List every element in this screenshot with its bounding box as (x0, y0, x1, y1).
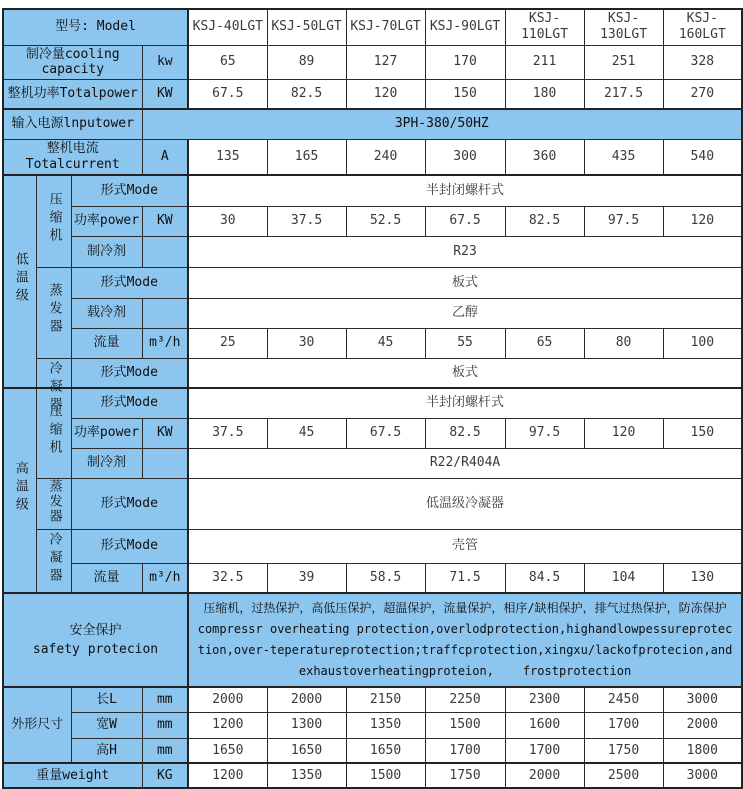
subsection-label-lt-condenser (36, 358, 71, 415)
dimension-width-row (3, 712, 742, 738)
safety-row (3, 593, 742, 687)
value-cell: 300 (425, 139, 505, 175)
value-cell: 82.5 (425, 418, 505, 448)
model-row (3, 9, 742, 45)
merged-value-cell: 板式 (188, 267, 742, 298)
value-cell: 89 (267, 45, 346, 79)
row-label: 流量 (71, 563, 142, 593)
value-cell: 1700 (505, 738, 584, 763)
ht-compressor-power-row (3, 418, 742, 448)
value-cell: 150 (663, 418, 742, 448)
ht-flow-row (3, 563, 742, 593)
value-cell: 127 (346, 45, 425, 79)
merged-value-cell: 乙醇 (188, 298, 742, 328)
value-cell: 30 (267, 328, 346, 358)
merged-value-cell: 低温级冷凝器 (188, 478, 742, 529)
value-cell: 1750 (425, 763, 505, 788)
row-label: 制冷剂 (71, 448, 142, 478)
value-cell: 2250 (425, 687, 505, 712)
model-name-cell: KSJ-160LGT (663, 9, 742, 45)
unit-cell: m³/h (142, 563, 188, 593)
value-cell: 165 (267, 139, 346, 175)
section-label-text: 低温级 (12, 252, 28, 307)
value-cell: 84.5 (505, 563, 584, 593)
value-cell: 25 (188, 328, 267, 358)
row-label: 形式Mode (71, 358, 188, 388)
model-name-cell: KSJ-90LGT (425, 9, 505, 45)
value-cell: 135 (188, 139, 267, 175)
lt-condenser-mode-row (3, 358, 742, 388)
merged-value-cell: 半封闭螺杆式 (188, 175, 742, 206)
subsection-label-text: 冷凝器 (46, 360, 62, 415)
lt-compressor-mode-row (3, 175, 742, 206)
lt-coolant-row (3, 298, 742, 328)
value-cell: 2000 (663, 712, 742, 738)
value-cell: 37.5 (267, 206, 346, 236)
value-cell: 2150 (346, 687, 425, 712)
ht-compressor-mode-row (3, 388, 742, 418)
row-label: 载冷剂 (71, 298, 142, 328)
row-label: 输入电源lnputower (3, 109, 142, 139)
value-cell: 1650 (267, 738, 346, 763)
value-cell: 37.5 (188, 418, 267, 448)
ht-evaporator-mode-row (3, 478, 742, 529)
unit-cell-empty (142, 236, 188, 267)
chiller-spec-table (2, 8, 743, 789)
row-label: 长L (71, 687, 142, 712)
value-cell: 540 (663, 139, 742, 175)
value-cell: 104 (584, 563, 663, 593)
safety-text-cell: 压缩机，过热保护，高低压保护，超温保护，流量保护，相序/缺相保护，排气过热保护，防冻保护 compressr overheating protection,overlodprotection,highandlowpessureprotection,over-teperatureprotection;traffcprotection,xingxu/lackofprotecion,andexhaustoverheatingproteion, frostprotection (188, 593, 742, 687)
unit-cell: mm (142, 687, 188, 712)
merged-value-cell: 半封闭螺杆式 (188, 388, 742, 418)
value-cell: 251 (584, 45, 663, 79)
value-cell: 1350 (267, 763, 346, 788)
row-label: 流量 (71, 328, 142, 358)
value-cell: 150 (425, 79, 505, 109)
model-name-cell: KSJ-40LGT (188, 9, 267, 45)
dimension-height-row (3, 738, 742, 763)
value-cell: 100 (663, 328, 742, 358)
unit-cell: mm (142, 712, 188, 738)
safety-label-cn: 安全保护 (69, 622, 122, 638)
input-power-value-cell: 3PH-380/50HZ (142, 109, 742, 139)
model-header-cell: 型号: Model (3, 9, 188, 45)
row-label: 形式Mode (71, 388, 188, 418)
unit-cell: KG (142, 763, 188, 788)
total-current-row (3, 139, 742, 175)
value-cell: 2300 (505, 687, 584, 712)
value-cell: 32.5 (188, 563, 267, 593)
ht-refrigerant-row (3, 448, 742, 478)
row-label: 制冷量cooling capacity (3, 45, 142, 79)
value-cell: 1650 (188, 738, 267, 763)
value-cell: 1650 (346, 738, 425, 763)
unit-cell: m³/h (142, 328, 188, 358)
total-power-row (3, 79, 742, 109)
value-cell: 1500 (425, 712, 505, 738)
merged-value-cell: 壳管 (188, 529, 742, 563)
cooling-capacity-row (3, 45, 742, 79)
subsection-label-lt-evaporator (36, 267, 71, 358)
row-label: 整机功率Totalpower (3, 79, 142, 109)
value-cell: 67.5 (346, 418, 425, 448)
row-label: 形式Mode (71, 478, 188, 529)
subsection-label-ht-condenser (36, 529, 71, 593)
subsection-label-text: 压缩机 (46, 403, 62, 458)
subsection-label-text: 冷凝器 (46, 531, 62, 586)
lt-evaporator-mode-row (3, 267, 742, 298)
dimensions-label-cell: 外形尺寸 (3, 687, 71, 763)
value-cell: 30 (188, 206, 267, 236)
unit-cell: kw (142, 45, 188, 79)
dimension-length-row (3, 687, 742, 712)
row-label: 形式Mode (71, 175, 188, 206)
value-cell: 3000 (663, 763, 742, 788)
section-label-high-temp (3, 388, 36, 593)
value-cell: 2500 (584, 763, 663, 788)
value-cell: 2000 (267, 687, 346, 712)
value-cell: 39 (267, 563, 346, 593)
subsection-label-text: 蒸发器 (46, 478, 62, 524)
subsection-label-text: 蒸发器 (46, 283, 62, 338)
subsection-label-lt-compressor (36, 175, 71, 267)
value-cell: 1200 (188, 712, 267, 738)
input-power-row (3, 109, 742, 139)
value-cell: 55 (425, 328, 505, 358)
value-cell: 1750 (584, 738, 663, 763)
weight-row (3, 763, 742, 788)
model-name-cell: KSJ-130LGT (584, 9, 663, 45)
value-cell: 211 (505, 45, 584, 79)
value-cell: 97.5 (584, 206, 663, 236)
value-cell: 2000 (505, 763, 584, 788)
safety-label-en: safety protecion (32, 642, 159, 658)
section-label-low-temp (3, 175, 36, 388)
value-cell: 1700 (584, 712, 663, 738)
value-cell: 170 (425, 45, 505, 79)
unit-cell-empty (142, 298, 188, 328)
value-cell: 52.5 (346, 206, 425, 236)
value-cell: 217.5 (584, 79, 663, 109)
merged-value-cell: R23 (188, 236, 742, 267)
lt-refrigerant-row (3, 236, 742, 267)
section-label-text: 高温级 (12, 461, 28, 516)
value-cell: 82.5 (505, 206, 584, 236)
value-cell: 1300 (267, 712, 346, 738)
value-cell: 80 (584, 328, 663, 358)
value-cell: 82.5 (267, 79, 346, 109)
value-cell: 1350 (346, 712, 425, 738)
row-label: 制冷剂 (71, 236, 142, 267)
row-label: 形式Mode (71, 529, 188, 563)
row-label: 形式Mode (71, 267, 188, 298)
value-cell: 67.5 (188, 79, 267, 109)
unit-cell: KW (142, 79, 188, 109)
value-cell: 1800 (663, 738, 742, 763)
value-cell: 1600 (505, 712, 584, 738)
value-cell: 1500 (346, 763, 425, 788)
value-cell: 45 (267, 418, 346, 448)
lt-flow-row (3, 328, 742, 358)
merged-value-cell: 板式 (188, 358, 742, 388)
value-cell: 328 (663, 45, 742, 79)
value-cell: 58.5 (346, 563, 425, 593)
ht-condenser-mode-row (3, 529, 742, 563)
value-cell: 65 (505, 328, 584, 358)
model-name-cell: KSJ-70LGT (346, 9, 425, 45)
value-cell: 67.5 (425, 206, 505, 236)
value-cell: 360 (505, 139, 584, 175)
value-cell: 180 (505, 79, 584, 109)
unit-cell: A (142, 139, 188, 175)
value-cell: 65 (188, 45, 267, 79)
value-cell: 130 (663, 563, 742, 593)
value-cell: 1700 (425, 738, 505, 763)
value-cell: 97.5 (505, 418, 584, 448)
value-cell: 2450 (584, 687, 663, 712)
value-cell: 120 (663, 206, 742, 236)
safety-label-cell (3, 593, 188, 687)
model-name-cell: KSJ-50LGT (267, 9, 346, 45)
unit-cell-empty (142, 448, 188, 478)
merged-value-cell: R22/R404A (188, 448, 742, 478)
unit-cell: KW (142, 206, 188, 236)
row-label: 高H (71, 738, 142, 763)
value-cell: 1200 (188, 763, 267, 788)
row-label: 重量weight (3, 763, 142, 788)
unit-cell: KW (142, 418, 188, 448)
value-cell: 45 (346, 328, 425, 358)
value-cell: 435 (584, 139, 663, 175)
value-cell: 71.5 (425, 563, 505, 593)
row-label: 功率power (71, 418, 142, 448)
value-cell: 3000 (663, 687, 742, 712)
subsection-label-text: 压缩机 (46, 191, 62, 246)
value-cell: 2000 (188, 687, 267, 712)
value-cell: 240 (346, 139, 425, 175)
row-label: 整机电流Totalcurrent (3, 139, 142, 175)
value-cell: 270 (663, 79, 742, 109)
unit-cell: mm (142, 738, 188, 763)
value-cell: 120 (584, 418, 663, 448)
lt-compressor-power-row (3, 206, 742, 236)
row-label: 宽W (71, 712, 142, 738)
subsection-label-ht-evaporator (36, 478, 71, 529)
row-label: 功率power (71, 206, 142, 236)
value-cell: 120 (346, 79, 425, 109)
model-name-cell: KSJ-110LGT (505, 9, 584, 45)
